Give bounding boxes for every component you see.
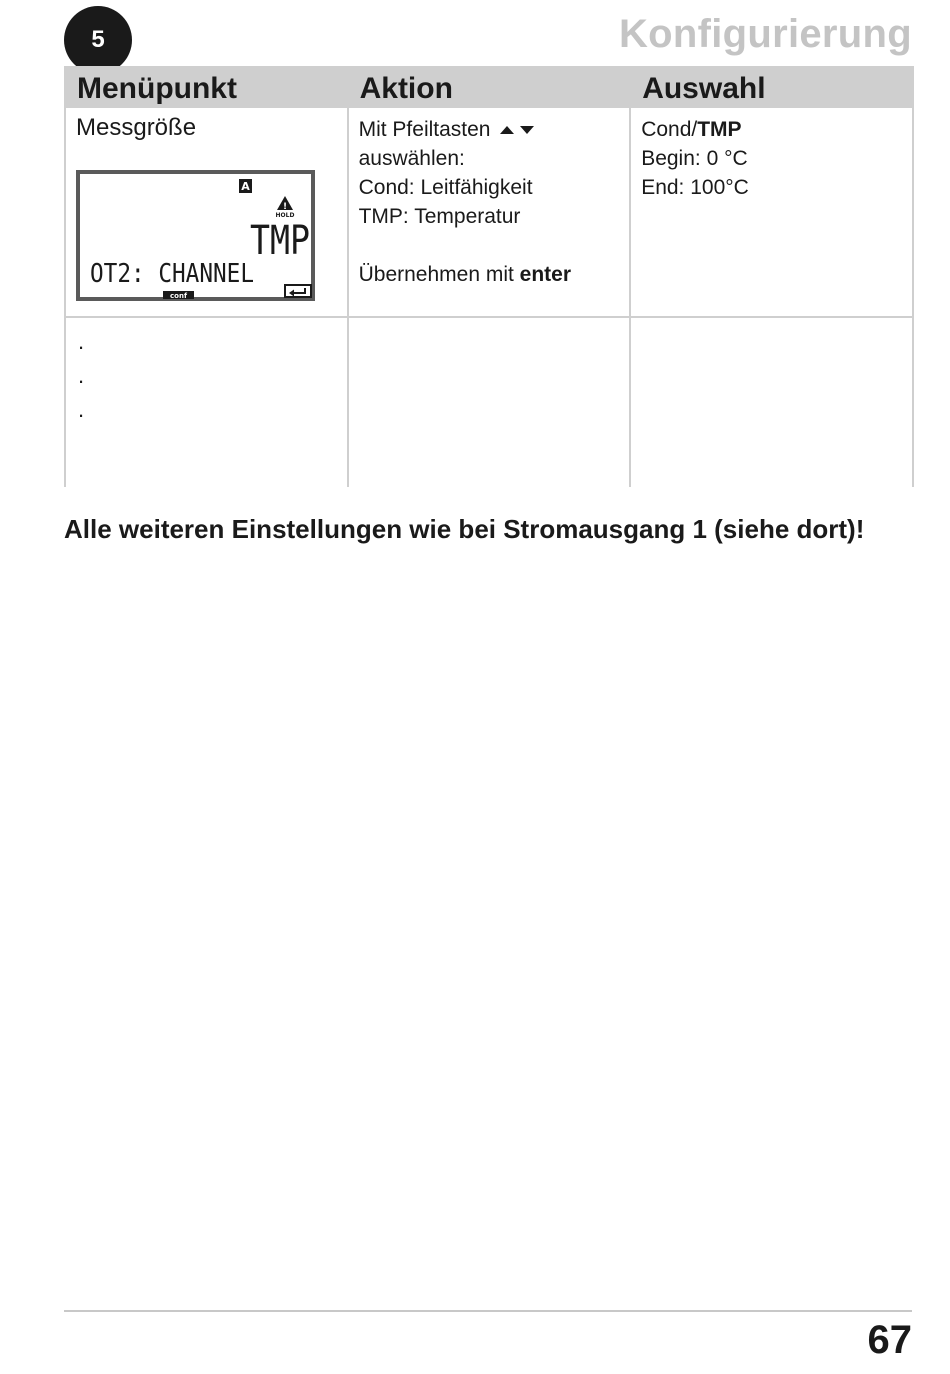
selection-begin: Begin: 0 °C <box>641 147 748 170</box>
indicator-a: A <box>241 180 250 193</box>
column-header-action: Aktion <box>348 66 631 108</box>
action-line-3: Cond: Leitfähigkeit <box>358 176 533 199</box>
arrow-up-icon <box>500 126 514 134</box>
conf-label: conf <box>170 292 187 300</box>
column-header-selection: Auswahl <box>630 66 913 108</box>
continuation-cell <box>65 317 348 487</box>
footnote: Alle weiteren Einstellungen wie bei Stromausgang 1 (siehe dort)! <box>64 514 865 544</box>
selection-default: TMP <box>697 118 742 141</box>
table-header-row <box>65 66 913 108</box>
chapter-badge: 5 <box>64 6 132 74</box>
continuation-dot: . <box>78 329 85 354</box>
continuation-dot: . <box>78 363 85 388</box>
action-confirm: Übernehmen mit enter <box>358 263 572 286</box>
section-title: Konfigurierung <box>618 12 912 56</box>
empty-cell <box>348 317 631 487</box>
column-header-menu: Menüpunkt <box>65 66 348 108</box>
enter-key-label: enter <box>519 263 572 286</box>
menu-cell <box>65 108 348 317</box>
lcd-secondary-text: OT2: CHANNEL <box>90 259 254 289</box>
lcd-screen <box>80 174 311 300</box>
hold-label: HOLD <box>275 212 295 219</box>
lcd-main-text: TMP <box>250 218 310 264</box>
selection-cell <box>630 108 913 317</box>
action-line-4: TMP: Temperatur <box>358 205 521 228</box>
empty-cell <box>630 317 913 487</box>
arrow-down-icon <box>520 126 534 134</box>
continuation-dot: . <box>78 397 85 422</box>
table-row <box>65 108 913 317</box>
table-row <box>65 317 913 487</box>
action-line-2: auswählen: <box>358 147 465 170</box>
enter-key-icon <box>285 285 311 297</box>
footer-divider <box>64 1310 912 1312</box>
menu-item-label: Messgröße <box>76 114 197 141</box>
lcd-display <box>76 170 315 301</box>
page-number: 67 <box>867 1318 912 1362</box>
svg-text:!: ! <box>282 202 288 212</box>
config-table <box>64 66 914 487</box>
action-line-1: Mit Pfeiltasten <box>359 115 620 144</box>
action-cell <box>348 108 631 317</box>
selection-end: End: 100°C <box>641 176 749 199</box>
selection-options: Cond/TMP <box>641 118 742 141</box>
